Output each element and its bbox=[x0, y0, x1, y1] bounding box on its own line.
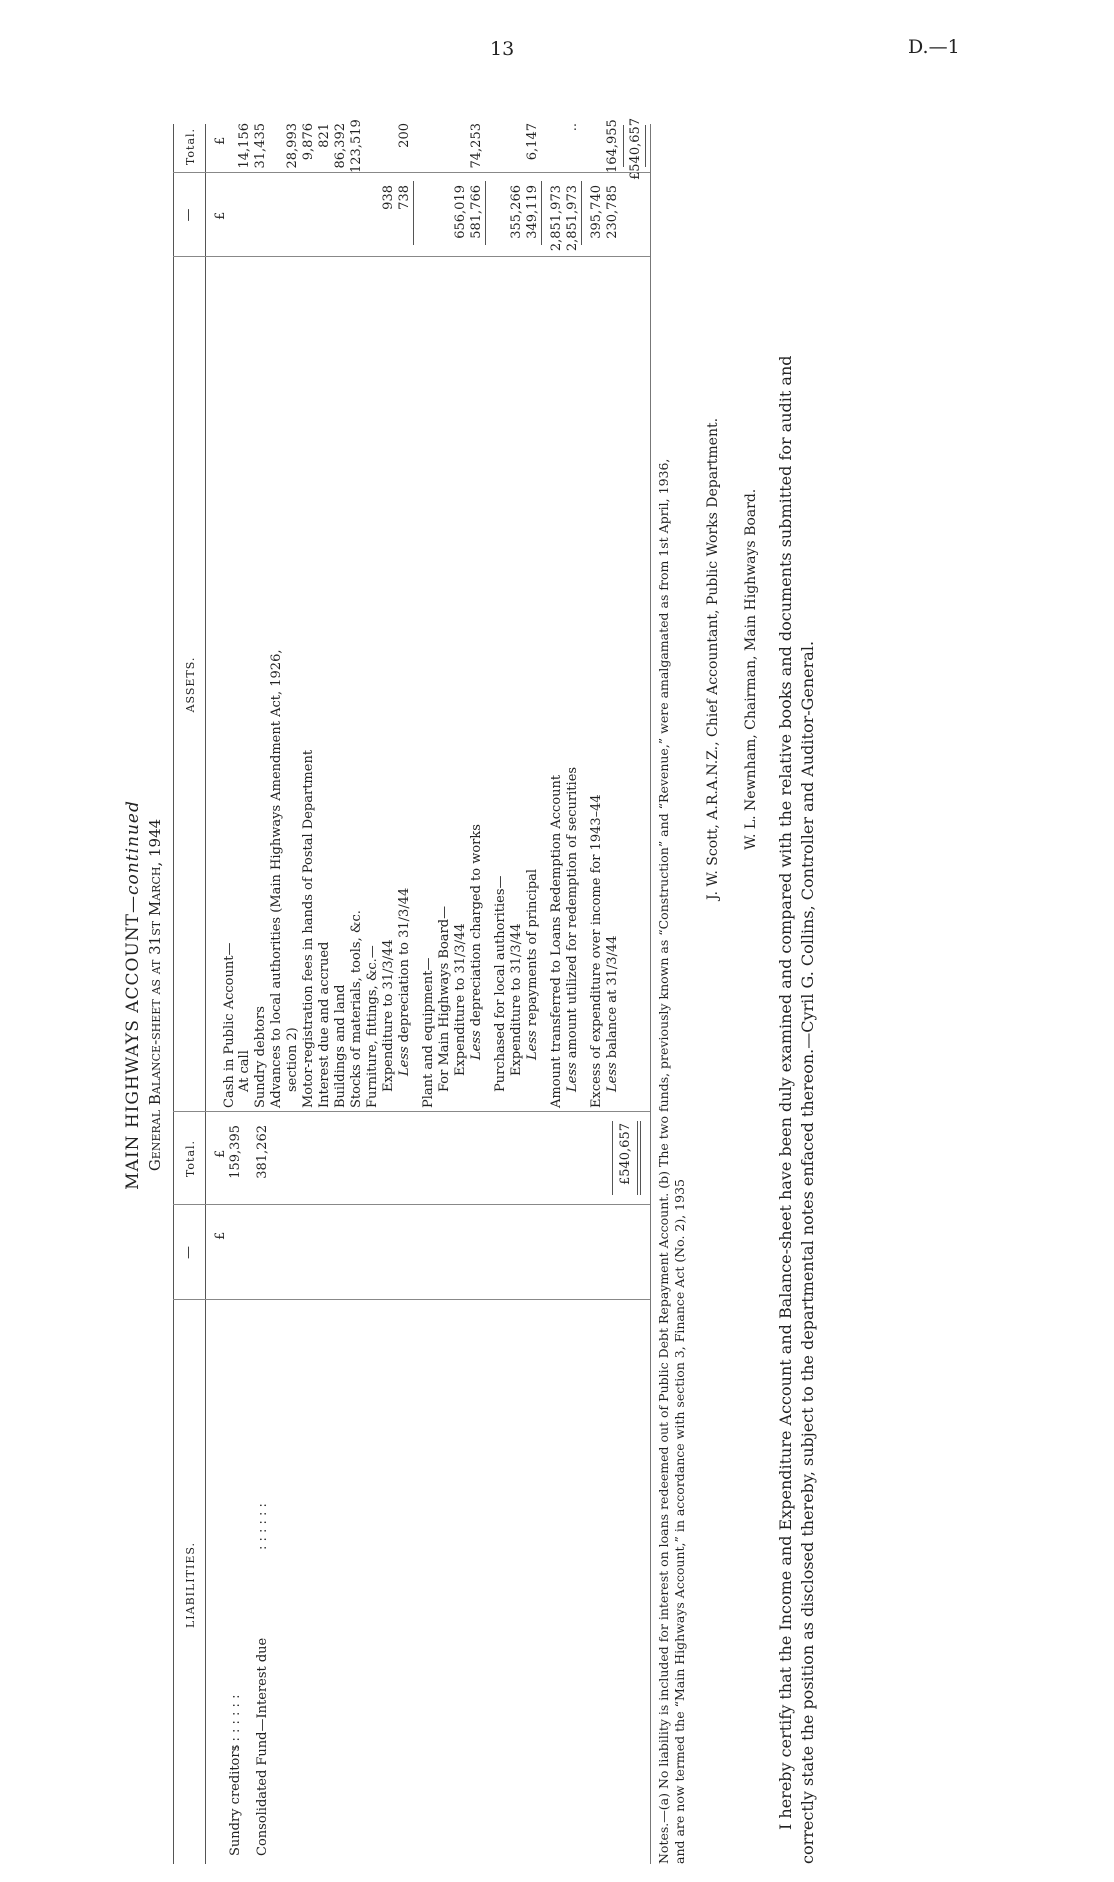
asset-excess-balance-label: balance at 31/3/44 bbox=[605, 935, 620, 1063]
title-continued: continued bbox=[123, 800, 143, 895]
asset-at-call: At call bbox=[237, 1050, 252, 1092]
asset-furniture-rule bbox=[413, 181, 414, 245]
asset-sundry-debtors-total: 31,435 bbox=[253, 123, 268, 169]
liability-sundry-creditors-leaders: : : : : : : : bbox=[228, 1694, 243, 1750]
document-reference: D.—1 bbox=[908, 36, 960, 58]
asset-cash-heading: Cash in Public Account— bbox=[222, 942, 237, 1108]
asset-plant-expenditure-amount: 656,019 bbox=[453, 185, 468, 239]
asset-advances-cont: section 2) bbox=[285, 1027, 300, 1092]
asset-furniture-depreciation bbox=[397, 888, 413, 1076]
asset-motor-registration-total: 9,876 bbox=[301, 123, 316, 161]
auditor-certificate-line-2: correctly state the position as disclosed thereby, subject to the departmental notes enfaced thereon.—Cyril G. Collins, Controller and Auditor-General. bbox=[798, 640, 817, 1864]
asset-at-call-total: 14,156 bbox=[237, 123, 252, 169]
liability-sundry-creditors-total: 159,395 bbox=[228, 1125, 243, 1179]
asset-loans-utilized bbox=[565, 767, 581, 1092]
asset-loans-redemption-amount: 2,851,973 bbox=[549, 185, 564, 252]
header-bottom-rule bbox=[205, 124, 206, 1864]
asset-furniture-heading: Furniture, fittings, &c.— bbox=[365, 945, 380, 1108]
asset-furniture-expenditure: Expenditure to 31/3/44 bbox=[381, 939, 396, 1092]
header-assets: ASSETS. bbox=[184, 656, 197, 713]
liability-consolidated-total: 381,262 bbox=[255, 1125, 270, 1179]
asset-purchased-total: 6,147 bbox=[525, 123, 540, 161]
asset-interest-due-total: 821 bbox=[317, 123, 332, 148]
asset-purchased-rule bbox=[541, 181, 542, 245]
liability-total-rule bbox=[612, 1121, 613, 1195]
asset-purchased-repayments-amount: 349,119 bbox=[525, 185, 540, 239]
asset-furniture-depreciation-label: depreciation to 31/3/44 bbox=[397, 887, 412, 1047]
page-number: 13 bbox=[490, 38, 515, 60]
asset-sundry-debtors: Sundry debtors bbox=[253, 1006, 268, 1108]
asset-loans-total: .. bbox=[565, 123, 580, 132]
asset-stocks: Stocks of materials, tools, &c. bbox=[349, 910, 364, 1108]
pound-sign-left-total: £ bbox=[213, 1149, 228, 1158]
asset-purchased-heading: Purchased for local authorities— bbox=[493, 875, 508, 1092]
asset-advances-total: 28,993 bbox=[285, 123, 300, 169]
liability-total-double-rule-1 bbox=[637, 1121, 638, 1195]
asset-furniture-depreciation-amount: 738 bbox=[397, 185, 412, 210]
col-rule-1 bbox=[173, 1299, 650, 1300]
asset-loans-utilized-label: amount utilized for redemption of securities bbox=[565, 766, 580, 1063]
asset-loans-redemption: Amount transferred to Loans Redemption Account bbox=[549, 774, 564, 1108]
asset-purchased-less: Less bbox=[525, 1030, 540, 1060]
liability-consolidated-leaders: : : : : : : bbox=[255, 1503, 270, 1550]
signature-newnham: W. L. Newnham, Chairman, Main Highways Board. bbox=[743, 488, 759, 850]
asset-furniture-expenditure-amount: 938 bbox=[381, 185, 396, 210]
asset-plant-heading: Plant and equipment— bbox=[421, 957, 436, 1108]
col-rule-2 bbox=[173, 1204, 650, 1205]
header-dash-left: — bbox=[181, 1246, 196, 1259]
page-title bbox=[125, 120, 141, 1870]
asset-plant-depreciation-amount: 581,766 bbox=[469, 185, 484, 239]
asset-total-rule bbox=[623, 125, 624, 167]
signature-scott: J. W. Scott, A.R.A.N.Z., Chief Accountant, Public Works Department. bbox=[705, 417, 721, 900]
asset-advances: Advances to local authorities (Main Highways Amendment Act, 1926, bbox=[269, 649, 284, 1108]
header-dash-right: — bbox=[181, 208, 196, 222]
asset-loans-rule bbox=[581, 181, 582, 245]
asset-plant-for-board: For Main Highways Board— bbox=[437, 905, 452, 1092]
header-total-right: Total. bbox=[184, 127, 197, 166]
asset-plant-total: 74,253 bbox=[469, 123, 484, 169]
pound-sign-right-sub: £ bbox=[213, 211, 228, 220]
page-subtitle: General Balance-sheet as at 31st March, 1944 bbox=[146, 818, 164, 1172]
liability-grand-total: £540,657 bbox=[618, 1123, 633, 1186]
header-liabilities: LIABILITIES. bbox=[184, 1541, 197, 1629]
asset-purchased-expenditure: Expenditure to 31/3/44 bbox=[509, 923, 524, 1076]
asset-furniture-total: 200 bbox=[397, 123, 412, 148]
asset-plant-depreciation-label: depreciation charged to works bbox=[469, 824, 484, 1031]
table-bottom-rule bbox=[650, 124, 651, 1864]
asset-purchased-repayments-label: repayments of principal bbox=[525, 868, 540, 1031]
auditor-certificate-line-1: I hereby certify that the Income and Expenditure Account and Balance-sheet have been duly examined and compared with the relative books and documents submitted for audit and bbox=[776, 355, 795, 1830]
rotated-balance-sheet bbox=[115, 117, 1114, 1870]
asset-plant-less: Less bbox=[469, 1030, 484, 1060]
asset-furniture-less: Less bbox=[397, 1046, 412, 1076]
asset-motor-registration: Motor-registration fees in hands of Postal Department bbox=[301, 749, 316, 1108]
asset-excess-expenditure: Excess of expenditure over income for 1943–44 bbox=[589, 794, 604, 1108]
liability-total-double-rule-2 bbox=[640, 1121, 641, 1195]
pound-sign-left-sub: £ bbox=[213, 1231, 228, 1240]
asset-purchased-repayments bbox=[525, 869, 541, 1060]
pound-sign-right-total: £ bbox=[213, 136, 228, 145]
liability-sundry-creditors: Sundry creditors bbox=[228, 1744, 243, 1856]
asset-loans-utilized-amount: 2,851,973 bbox=[565, 185, 580, 252]
asset-buildings-total: 86,392 bbox=[333, 123, 348, 169]
liability-consolidated-fund: Consolidated Fund—Interest due bbox=[255, 1637, 270, 1856]
asset-loans-less: Less bbox=[565, 1062, 580, 1092]
asset-interest-due: Interest due and accrued bbox=[317, 941, 332, 1108]
asset-plant-rule bbox=[485, 181, 486, 245]
asset-excess-balance bbox=[605, 936, 621, 1093]
notes-line-2: and are now termed the “Main Highways Account,” in accordance with section 3, Finance Act (No. 2), 1935 bbox=[672, 1179, 687, 1864]
notes-line-1: Notes.—(a) No liability is included for interest on loans redeemed out of Public Debt Repayment Account. (b) The two funds, previously known as “Construction” and “Revenue,” were amalgamated as from 1st April, 1936, bbox=[656, 458, 671, 1864]
header-total-left: Total. bbox=[184, 1139, 197, 1178]
title-main: MAIN HIGHWAYS ACCOUNT— bbox=[123, 894, 143, 1190]
asset-total-double-rule bbox=[645, 125, 646, 167]
table-top-rule bbox=[173, 124, 174, 1864]
asset-plant-expenditure: Expenditure to 31/3/44 bbox=[453, 923, 468, 1076]
asset-excess-total: 164,955 bbox=[605, 119, 620, 173]
asset-buildings: Buildings and land bbox=[333, 984, 348, 1108]
asset-excess-balance-amount: 230,785 bbox=[605, 185, 620, 239]
asset-excess-expenditure-amount: 395,740 bbox=[589, 185, 604, 239]
asset-stocks-total: 123,519 bbox=[349, 119, 364, 173]
col-rule-3 bbox=[173, 1111, 650, 1112]
asset-excess-less: Less bbox=[605, 1062, 620, 1092]
asset-plant-depreciation bbox=[469, 824, 485, 1060]
asset-purchased-expenditure-amount: 355,266 bbox=[509, 185, 524, 239]
asset-grand-total: £540,657 bbox=[628, 117, 643, 180]
